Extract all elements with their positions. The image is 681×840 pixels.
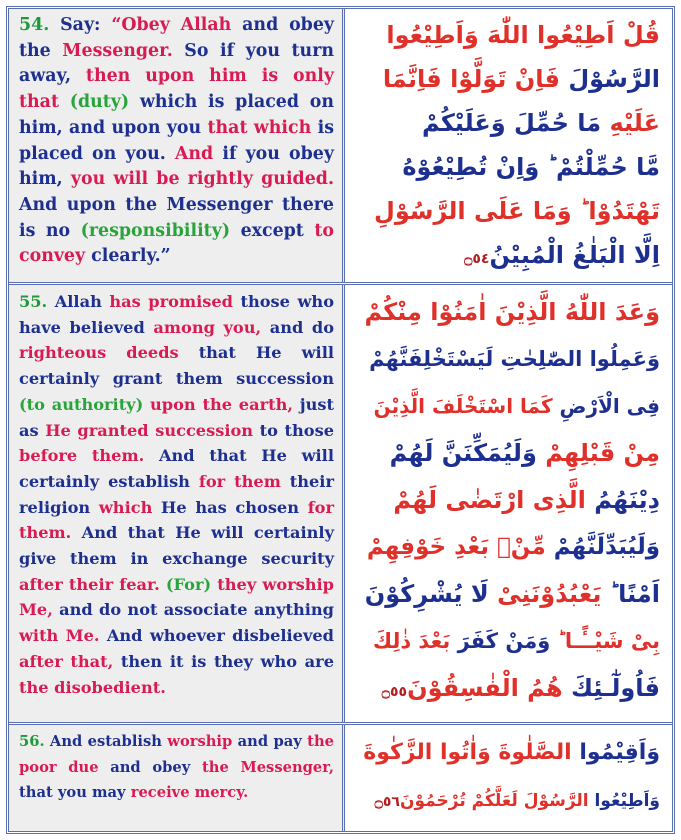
arabic-segment: وَاٰتُوا الزَّكٰوةَ [363, 740, 491, 765]
verse-number: 55. [19, 292, 55, 311]
english-segment: if you obey him, [19, 143, 334, 190]
english-segment: receive mercy. [130, 784, 249, 802]
arabic-line [360, 477, 660, 524]
arabic-segment: اَطِيْعُوا اللّٰهَ وَاَطِيْعُوا [386, 21, 615, 49]
arabic-line [360, 383, 660, 430]
english-segment: has promised [109, 292, 241, 311]
english-translation-cell [9, 9, 345, 282]
english-segment: the disobedient. [19, 677, 166, 697]
arabic-segment: مِّنْۢ بَعْدِ خَوْفِهِمْ [366, 534, 546, 560]
english-segment: And whoever disbelieved [106, 626, 334, 646]
english-segment: the poor due [19, 733, 334, 776]
english-segment: their religion [19, 471, 334, 517]
english-segment: worship [167, 733, 238, 750]
arabic-line [360, 524, 660, 571]
arabic-segment: عَلَيْهِ [601, 109, 660, 137]
english-segment: Allah [54, 292, 110, 311]
arabic-line [360, 289, 660, 336]
arabic-segment: تَهْتَدُوْا [579, 197, 660, 225]
english-segment: that you may [19, 784, 131, 802]
english-segment: except [240, 220, 315, 241]
english-segment: with Me. [19, 626, 107, 646]
arabic-segment: يَعْبُدُوْنَنِىْ [488, 580, 602, 608]
english-segment: which is placed on him, [19, 92, 334, 138]
english-segment: then upon him is only that [19, 66, 335, 113]
english-segment: after their fear. [19, 574, 166, 594]
english-segment: after that, [19, 651, 121, 671]
arabic-segment: بِىْ شَيْــًٔـا ؕ [550, 629, 660, 653]
arabic-line [360, 101, 660, 145]
english-segment: just as [19, 394, 334, 440]
english-segment: He has chosen [161, 497, 308, 517]
english-segment: you will be rightly guided. [70, 169, 334, 190]
english-segment: that which [207, 117, 318, 138]
english-text [19, 13, 334, 270]
arabic-segment: بَعْدَ ذٰلِكَ [372, 629, 451, 653]
arabic-segment: اِلَّا الْبَلٰغُ الْمُبِيْنُ [489, 241, 660, 269]
arabic-segment: وَاَقِيْمُوا [571, 740, 660, 765]
english-segment: to those [259, 420, 334, 440]
english-segment: And establish [49, 733, 168, 750]
arabic-segment: اَمْنًا ؕ [601, 580, 660, 608]
english-segment: He granted succession [45, 420, 260, 440]
english-segment: the Messenger, [201, 758, 335, 776]
english-translation-cell [9, 285, 345, 722]
verse-number: 54. [19, 15, 61, 35]
arabic-line [360, 13, 660, 57]
arabic-segment: الَّذِى ارْتَضٰى لَهُمْ [393, 486, 586, 514]
arabic-segment: وَمَنْ كَفَرَ [450, 629, 551, 653]
arabic-segment: مَّا حُمِّلْتُمْ [547, 153, 660, 181]
english-segment: among you, [153, 317, 270, 337]
arabic-segment: كَمَا اسْتَخْلَفَ الَّذِيْنَ [373, 394, 553, 418]
arabic-text-cell [348, 285, 672, 722]
arabic-segment: فِى الْاَرْضِ [552, 394, 660, 418]
english-segment: (to authority) [19, 394, 151, 414]
english-segment: and pay [237, 733, 308, 750]
arabic-segment: مَا حُمِّلَ وَعَلَيْكُمْ [422, 109, 602, 137]
arabic-segment: مِنْ قَبْلِهِمْ [536, 439, 660, 467]
english-segment: for them. [19, 497, 334, 543]
arabic-segment: الَّذِيْنَ [486, 298, 557, 326]
english-segment: Me, [19, 600, 60, 620]
english-segment: they worship [217, 574, 334, 594]
arabic-segment: قُلْ [614, 21, 660, 49]
arabic-segment: لَيَسْتَخْلِفَنَّهُمْ [369, 347, 494, 371]
ayah-end-mark: ۝٥٦ [374, 794, 400, 810]
arabic-line [360, 665, 660, 716]
verse-row-54 [9, 9, 672, 285]
arabic-line [360, 233, 660, 281]
arabic-line [360, 729, 660, 777]
english-segment: (duty) [69, 92, 140, 113]
verse-number: 56. [19, 733, 50, 750]
arabic-segment: فَاِنْ تَوَلَّوْا فَاِنَّمَا [382, 65, 560, 93]
verse-table [6, 6, 675, 834]
arabic-segment: ؕ وَمَا عَلَى الرَّسُوْلِ [374, 197, 580, 225]
arabic-segment: الصَّلٰوةَ [490, 740, 572, 765]
arabic-text-cell [348, 725, 672, 831]
arabic-line [360, 571, 660, 618]
english-segment: that He will certainly grant them succession [19, 343, 334, 389]
arabic-line [360, 777, 660, 826]
english-segment: and obey the [19, 15, 335, 61]
english-segment: And that He will certainly establish [19, 446, 334, 491]
arabic-segment: وَلَيُبَدِّلَنَّهُمْ [545, 534, 660, 560]
english-segment: and upon you [69, 117, 208, 138]
verse-row-56 [9, 725, 672, 831]
arabic-segment: ؕ وَاِنْ تُطِيْعُوْهُ [402, 153, 548, 181]
arabic-text-cell [348, 9, 672, 282]
arabic-line [360, 57, 660, 101]
english-segment: is placed on you. [19, 117, 334, 164]
arabic-line [360, 430, 660, 477]
arabic-segment: وَاَطِيْعُوا [588, 791, 660, 811]
arabic-segment: دِيْنَهُمُ [585, 486, 660, 514]
english-segment: “Obey Allah [111, 15, 243, 35]
arabic-segment: وَعَمِلُوا الصّٰلِحٰتِ [493, 347, 660, 371]
english-translation-cell [9, 725, 345, 831]
arabic-segment: الرَّسُوْلَ [517, 791, 589, 811]
arabic-segment: هُمُ الْفٰسِقُوْنَ [407, 674, 563, 702]
english-segment: which [98, 497, 162, 517]
english-segment: and obey [110, 758, 202, 776]
english-text [19, 729, 334, 806]
ayah-end-mark: ۝٥٤ [464, 251, 490, 267]
english-segment: (responsibility) [80, 220, 241, 241]
arabic-line [360, 145, 660, 189]
arabic-line [360, 336, 660, 383]
english-segment: Say: [60, 15, 112, 35]
arabic-line [360, 618, 660, 665]
english-segment: upon the earth, [150, 394, 300, 414]
arabic-segment: اٰمَنُوْا مِنْكُمْ [364, 298, 487, 326]
english-segment: So if you turn away, [19, 40, 334, 87]
english-text [19, 289, 334, 700]
english-segment: clearly.” [91, 246, 171, 267]
arabic-segment: فَاُولٰٓـئِكَ [562, 674, 660, 702]
english-segment: And upon the Messenger there is no [19, 194, 334, 241]
english-segment: to convey [19, 220, 334, 267]
arabic-segment: لَعَلَّكُمْ تُرْحَمُوْنَ [399, 791, 518, 811]
english-segment: and do [269, 317, 335, 337]
ayah-end-mark: ۝٥٥ [381, 684, 408, 700]
arabic-segment: لَا يُشْرِكُوْنَ [364, 580, 489, 608]
english-segment: righteous deeds [19, 343, 199, 363]
english-segment: Messenger. [62, 40, 185, 61]
arabic-segment: الرَّسُوْلَ [560, 65, 660, 93]
english-segment: before them. [19, 446, 159, 466]
english-segment: And [174, 143, 223, 164]
english-segment: And that He will certainly give them in exchange security [19, 523, 334, 569]
english-segment: and do not associate anything [59, 600, 334, 620]
arabic-segment: وَلَيُمَكِّنَنَّ لَهُمْ [389, 439, 537, 467]
arabic-line [360, 189, 660, 233]
english-segment: those who have believed [19, 292, 334, 337]
arabic-segment: وَعَدَ اللّٰهُ [556, 298, 660, 326]
english-segment: (For) [165, 574, 218, 594]
english-segment: for them [198, 471, 290, 491]
verse-row-55 [9, 285, 672, 725]
english-segment: then it is they who are [120, 651, 334, 671]
